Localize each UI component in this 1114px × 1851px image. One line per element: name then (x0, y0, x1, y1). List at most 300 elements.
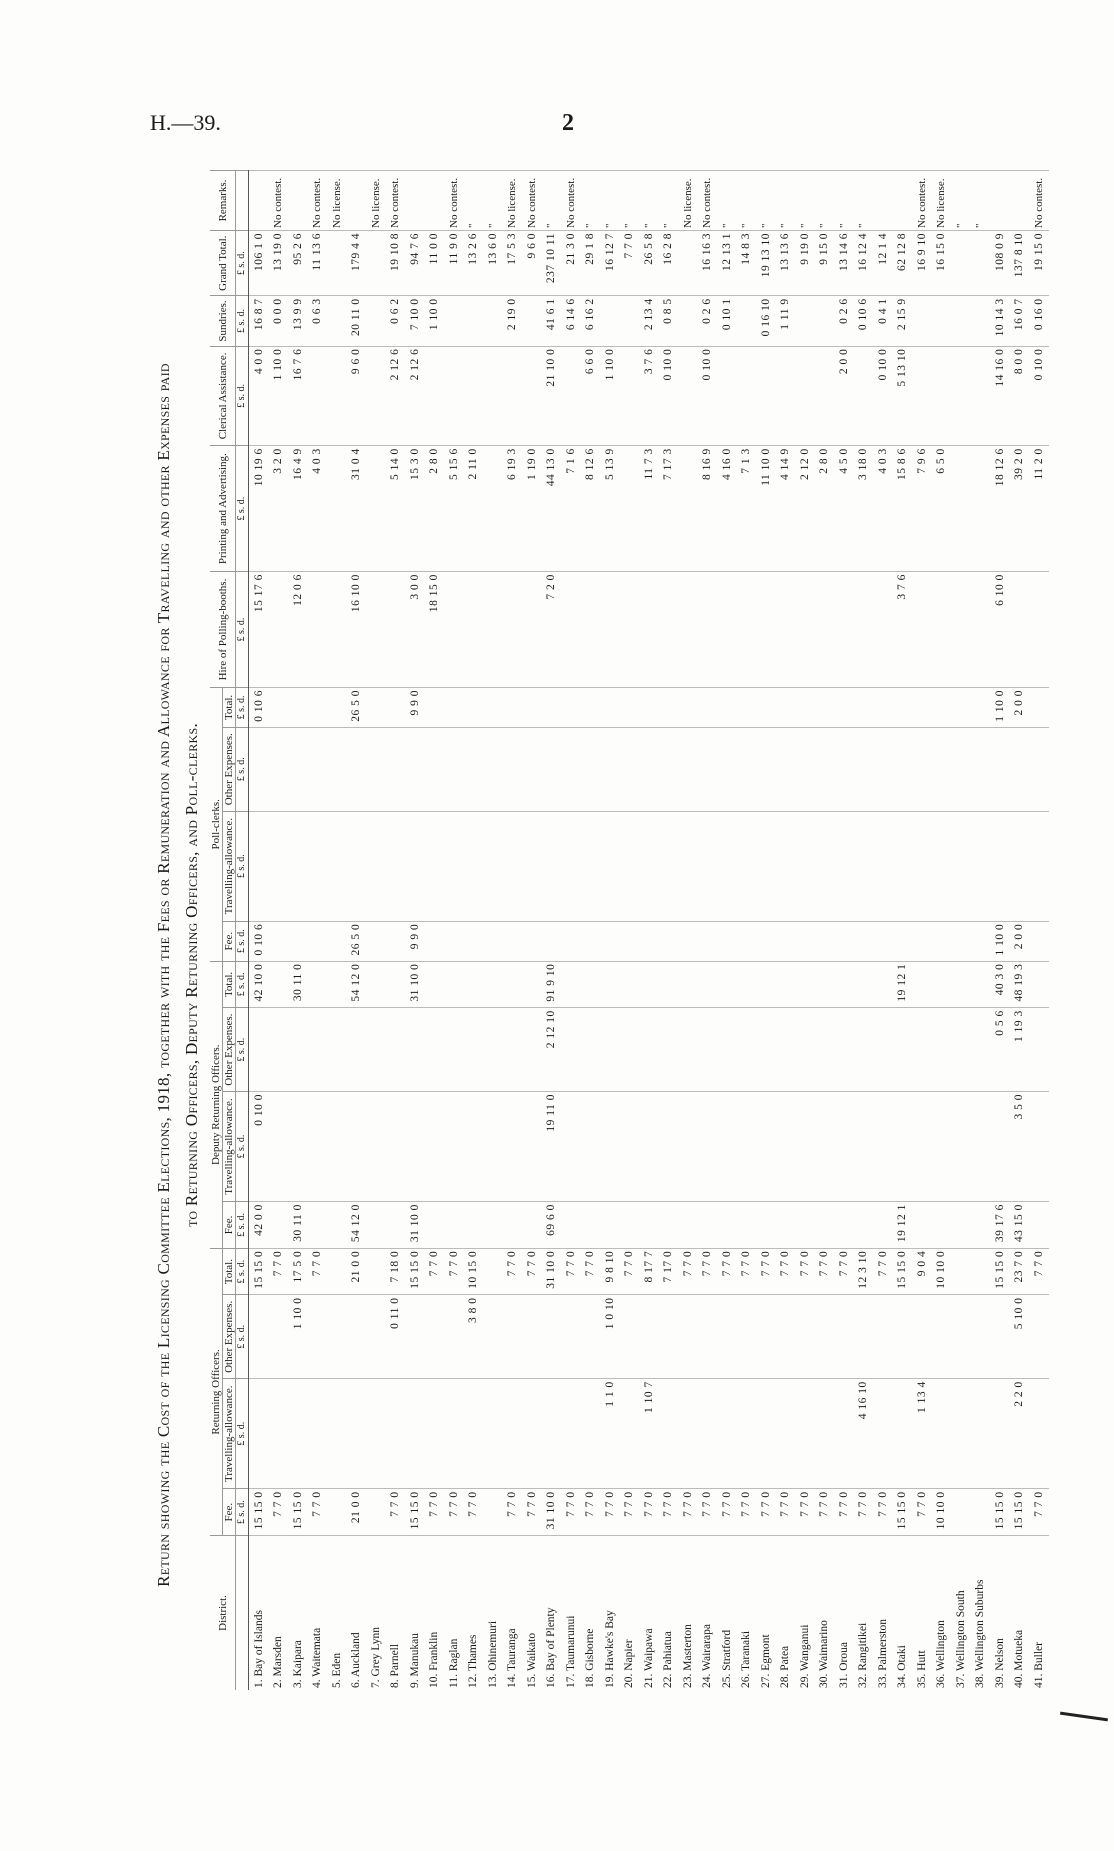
amount-cell-ro-tr (776, 1379, 796, 1489)
amount-cell-dro-tot (483, 961, 503, 1008)
district-name: Palmerston (876, 1619, 889, 1671)
amount-cell-pc-oth (737, 727, 757, 811)
district-name: Taumarunui (564, 1615, 577, 1671)
district-cell (327, 1536, 347, 1691)
amount-cell-ro-tot: 12 3 10 (854, 1248, 874, 1295)
table-row (1029, 171, 1049, 1691)
remarks-cell: " (542, 171, 562, 231)
amount-cell-print: 3 2 0 (269, 446, 289, 572)
district-name: Bay of Plenty (545, 1607, 558, 1671)
amount-cell-pc-tot (971, 687, 991, 727)
amount-cell-pc-oth (990, 727, 1010, 811)
amount-cell-pc-tot (873, 687, 893, 727)
amount-cell-dro-oth (776, 1008, 796, 1092)
amount-cell-ro-oth (659, 1295, 679, 1379)
units-label: £ s. d. (236, 1379, 249, 1489)
rotated-table-page (150, 150, 1045, 1800)
district-name: Wellington South (954, 1590, 967, 1671)
amount-cell-pc-tr (542, 811, 562, 921)
amount-cell-ro-tot: 7 7 0 (269, 1248, 289, 1295)
amount-cell-dro-tot (425, 961, 445, 1008)
table-row (1010, 171, 1030, 1691)
units-spacer (236, 1536, 249, 1691)
amount-cell-hire (639, 572, 659, 688)
amount-cell-pc-fee (327, 921, 347, 961)
amount-cell-ro-fee: 7 7 0 (717, 1489, 737, 1536)
amount-cell-dro-fee (386, 1202, 406, 1249)
district-number: 4. (311, 1679, 324, 1688)
district-name: Gisborne (584, 1628, 597, 1671)
amount-cell-print: 5 15 6 (444, 446, 464, 572)
amount-cell-sund (795, 296, 815, 346)
amount-cell-ro-oth: 3 8 0 (464, 1295, 484, 1379)
page-number: 2 (562, 110, 574, 136)
amount-cell-cler: 3 7 6 (639, 346, 659, 446)
amount-cell-dro-tot (698, 961, 718, 1008)
amount-cell-ro-fee: 7 7 0 (503, 1489, 523, 1536)
amount-cell-sund (737, 296, 757, 346)
amount-cell-pc-tot (912, 687, 932, 727)
amount-cell-pc-tr (581, 811, 601, 921)
amount-cell-ro-oth (561, 1295, 581, 1379)
amount-cell-pc-tr (951, 811, 971, 921)
table-row (990, 171, 1010, 1691)
amount-cell-pc-tr (405, 811, 425, 921)
amount-cell-dro-fee (444, 1202, 464, 1249)
district-name: Auckland (350, 1632, 363, 1678)
amount-cell-dro-fee (834, 1202, 854, 1249)
amount-cell-ro-tot: 7 18 0 (386, 1248, 406, 1295)
district-cell (639, 1536, 659, 1691)
table-row (912, 171, 932, 1691)
amount-cell-print: 11 7 3 (639, 446, 659, 572)
amount-cell-ro-tot: 21 0 0 (347, 1248, 367, 1295)
amount-cell-dro-tr (288, 1091, 308, 1201)
expenses-table (210, 170, 1049, 1690)
amount-cell-pc-tr (1029, 811, 1049, 921)
amount-cell-pc-fee (600, 921, 620, 961)
amount-cell-print: 44 13 0 (542, 446, 562, 572)
amount-cell-ro-tot: 15 15 0 (893, 1248, 913, 1295)
district-number: 31. (837, 1673, 850, 1688)
amount-cell-ro-oth: 1 10 0 (288, 1295, 308, 1379)
amount-cell-grand: 13 19 0 (269, 230, 289, 295)
amount-cell-pc-fee (581, 921, 601, 961)
units-label: £ s. d. (236, 727, 249, 811)
remarks-cell: " (620, 171, 640, 231)
amount-cell-dro-tr (269, 1091, 289, 1201)
district-cell (620, 1536, 640, 1691)
remarks-cell: " (815, 171, 835, 231)
amount-cell-ro-tr (620, 1379, 640, 1489)
district-number: 40. (1013, 1673, 1026, 1688)
amount-cell-ro-tr (405, 1379, 425, 1489)
amount-cell-grand: 137 8 10 (1010, 230, 1030, 295)
district-name: Otaki (896, 1645, 909, 1671)
amount-cell-dro-tot (561, 961, 581, 1008)
amount-cell-pc-tot (893, 687, 913, 727)
district-cell (269, 1536, 289, 1691)
table-row (932, 171, 952, 1691)
amount-cell-print (620, 446, 640, 572)
district-number: 35. (915, 1673, 928, 1688)
amount-cell-dro-tr (932, 1091, 952, 1201)
amount-cell-pc-oth (347, 727, 367, 811)
amount-cell-cler (464, 346, 484, 446)
district-number: 41. (1032, 1673, 1045, 1688)
amount-cell-ro-oth (1029, 1295, 1049, 1379)
district-cell (1010, 1536, 1030, 1691)
district-number: 21. (642, 1673, 655, 1688)
district-number: 23. (681, 1673, 694, 1688)
amount-cell-ro-oth (932, 1295, 952, 1379)
amount-cell-dro-oth (1029, 1008, 1049, 1092)
district-cell (249, 1536, 269, 1691)
amount-cell-pc-tr (795, 811, 815, 921)
amount-cell-dro-tr (386, 1091, 406, 1201)
amount-cell-dro-oth (386, 1008, 406, 1092)
amount-cell-pc-tot (659, 687, 679, 727)
amount-cell-ro-fee: 7 7 0 (561, 1489, 581, 1536)
district-name: Oroua (837, 1642, 850, 1671)
amount-cell-ro-tot: 23 7 0 (1010, 1248, 1030, 1295)
amount-cell-dro-oth (269, 1008, 289, 1092)
amount-cell-pc-tr (678, 811, 698, 921)
amount-cell-grand: 13 14 6 (834, 230, 854, 295)
amount-cell-grand: 62 12 8 (893, 230, 913, 295)
district-cell (347, 1536, 367, 1691)
amount-cell-pc-tot (932, 687, 952, 727)
col-clerical: Clerical Assistance. (210, 346, 236, 446)
amount-cell-pc-oth (815, 727, 835, 811)
document-code: H.—39. (150, 110, 221, 135)
amount-cell-pc-oth (483, 727, 503, 811)
amount-cell-pc-tot (542, 687, 562, 727)
amount-cell-print (483, 446, 503, 572)
amount-cell-dro-oth: 2 12 10 (542, 1008, 562, 1092)
amount-cell-pc-tot (951, 687, 971, 727)
amount-cell-dro-oth (932, 1008, 952, 1092)
district-number: 29. (798, 1673, 811, 1688)
amount-cell-pc-tot (698, 687, 718, 727)
remarks-cell: " (795, 171, 815, 231)
amount-cell-dro-tot (776, 961, 796, 1008)
amount-cell-ro-tr (503, 1379, 523, 1489)
amount-cell-hire (659, 572, 679, 688)
col-remarks: Remarks. (210, 171, 236, 231)
amount-cell-ro-oth (620, 1295, 640, 1379)
amount-cell-sund: 0 4 1 (873, 296, 893, 346)
district-name: Waitemata (311, 1627, 324, 1677)
amount-cell-dro-tr (464, 1091, 484, 1201)
amount-cell-pc-tr (659, 811, 679, 921)
district-cell (854, 1536, 874, 1691)
amount-cell-pc-tr (873, 811, 893, 921)
table-row (464, 171, 484, 1691)
amount-cell-ro-fee: 7 7 0 (600, 1489, 620, 1536)
amount-cell-pc-fee (542, 921, 562, 961)
col-ro-travelling: Travelling-allowance. (223, 1379, 236, 1489)
amount-cell-grand: 13 13 6 (776, 230, 796, 295)
amount-cell-print: 5 13 9 (600, 446, 620, 572)
col-pc-fee: Fee. (223, 921, 236, 961)
amount-cell-ro-fee: 7 7 0 (639, 1489, 659, 1536)
district-number: 39. (993, 1673, 1006, 1688)
amount-cell-dro-tot (795, 961, 815, 1008)
amount-cell-pc-tr (854, 811, 874, 921)
amount-cell-grand: 16 16 3 (698, 230, 718, 295)
amount-cell-pc-fee (425, 921, 445, 961)
table-row (269, 171, 289, 1691)
table-row (503, 171, 523, 1691)
amount-cell-hire (366, 572, 386, 688)
table-row (249, 171, 269, 1691)
district-name: Motueka (1013, 1629, 1026, 1671)
amount-cell-ro-oth (854, 1295, 874, 1379)
amount-cell-ro-oth (815, 1295, 835, 1379)
amount-cell-pc-oth (522, 727, 542, 811)
amount-cell-ro-tot: 7 7 0 (795, 1248, 815, 1295)
amount-cell-dro-oth: 0 5 6 (990, 1008, 1010, 1092)
amount-cell-dro-tr (425, 1091, 445, 1201)
amount-cell-ro-tot: 7 7 0 (756, 1248, 776, 1295)
amount-cell-hire (386, 572, 406, 688)
district-cell (678, 1536, 698, 1691)
amount-cell-hire (620, 572, 640, 688)
district-cell (600, 1536, 620, 1691)
amount-cell-print (366, 446, 386, 572)
amount-cell-print: 2 8 0 (425, 446, 445, 572)
table-row (444, 171, 464, 1691)
amount-cell-sund (971, 296, 991, 346)
amount-cell-print: 2 11 0 (464, 446, 484, 572)
district-cell (815, 1536, 835, 1691)
amount-cell-ro-oth (308, 1295, 328, 1379)
amount-cell-grand: 16 9 10 (912, 230, 932, 295)
table-row (639, 171, 659, 1691)
amount-cell-ro-tr (756, 1379, 776, 1489)
amount-cell-cler: 1 10 0 (269, 346, 289, 446)
amount-cell-dro-oth (873, 1008, 893, 1092)
district-cell (561, 1536, 581, 1691)
district-cell (912, 1536, 932, 1691)
amount-cell-sund (951, 296, 971, 346)
remarks-cell: " (483, 171, 503, 231)
table-row (756, 171, 776, 1691)
amount-cell-pc-tr (990, 811, 1010, 921)
amount-cell-pc-tr (561, 811, 581, 921)
amount-cell-ro-oth (405, 1295, 425, 1379)
district-number: 17. (564, 1673, 577, 1688)
amount-cell-dro-tot: 40 3 0 (990, 961, 1010, 1008)
amount-cell-print: 5 14 0 (386, 446, 406, 572)
district-name: Patea (779, 1645, 792, 1671)
table-row (425, 171, 445, 1691)
amount-cell-sund: 6 16 2 (581, 296, 601, 346)
amount-cell-pc-tot (620, 687, 640, 727)
amount-cell-ro-tot: 7 7 0 (308, 1248, 328, 1295)
district-name: Napier (623, 1639, 636, 1671)
amount-cell-dro-oth (951, 1008, 971, 1092)
amount-cell-dro-oth (405, 1008, 425, 1092)
district-name: Waimarino (818, 1620, 831, 1671)
amount-cell-dro-oth (483, 1008, 503, 1092)
amount-cell-hire (795, 572, 815, 688)
amount-cell-dro-tr (639, 1091, 659, 1201)
amount-cell-sund: 0 0 0 (269, 296, 289, 346)
amount-cell-dro-oth (620, 1008, 640, 1092)
amount-cell-pc-tr (1010, 811, 1030, 921)
amount-cell-grand (678, 230, 698, 295)
amount-cell-ro-fee: 7 7 0 (425, 1489, 445, 1536)
amount-cell-pc-oth (1029, 727, 1049, 811)
amount-cell-sund: 2 15 9 (893, 296, 913, 346)
remarks-cell: No contest. (444, 171, 464, 231)
amount-cell-dro-fee: 42 0 0 (249, 1202, 269, 1249)
amount-cell-ro-oth (756, 1295, 776, 1379)
district-name: Hawke's Bay (603, 1610, 616, 1671)
amount-cell-pc-oth (854, 727, 874, 811)
amount-cell-dro-tr: 3 5 0 (1010, 1091, 1030, 1201)
amount-cell-dro-tot (815, 961, 835, 1008)
remarks-cell: " (581, 171, 601, 231)
remarks-cell: " (600, 171, 620, 231)
amount-cell-ro-fee: 7 7 0 (756, 1489, 776, 1536)
amount-cell-pc-oth (873, 727, 893, 811)
district-cell (737, 1536, 757, 1691)
amount-cell-dro-tr (990, 1091, 1010, 1201)
amount-cell-pc-fee (951, 921, 971, 961)
amount-cell-ro-oth: 5 10 0 (1010, 1295, 1030, 1379)
table-row (717, 171, 737, 1691)
amount-cell-dro-tr (620, 1091, 640, 1201)
units-label: £ s. d. (236, 296, 249, 346)
amount-cell-pc-tr (503, 811, 523, 921)
amount-cell-ro-oth (912, 1295, 932, 1379)
amount-cell-ro-oth (483, 1295, 503, 1379)
amount-cell-cler (717, 346, 737, 446)
district-name: Stratford (720, 1629, 733, 1671)
amount-cell-grand: 11 13 6 (308, 230, 328, 295)
amount-cell-pc-oth (249, 727, 269, 811)
amount-cell-dro-tr (756, 1091, 776, 1201)
amount-cell-ro-tr (873, 1379, 893, 1489)
amount-cell-dro-oth (659, 1008, 679, 1092)
amount-cell-ro-fee: 7 7 0 (737, 1489, 757, 1536)
remarks-cell (990, 171, 1010, 231)
amount-cell-print: 6 19 3 (503, 446, 523, 572)
district-cell (795, 1536, 815, 1691)
district-cell (893, 1536, 913, 1691)
title-line-1: Return showing the Cost of the Licensing Committee Elections, 1918, together with the Fees or Remuneration and Allowance for Travelling and other Expenses paid (154, 363, 173, 1587)
amount-cell-dro-oth (756, 1008, 776, 1092)
amount-cell-print: 31 0 4 (347, 446, 367, 572)
amount-cell-ro-fee: 7 7 0 (386, 1489, 406, 1536)
remarks-cell: No contest. (269, 171, 289, 231)
table-row (854, 171, 874, 1691)
amount-cell-pc-tr (971, 811, 991, 921)
district-cell (444, 1536, 464, 1691)
amount-cell-ro-fee: 7 7 0 (581, 1489, 601, 1536)
amount-cell-cler (620, 346, 640, 446)
amount-cell-sund: 1 11 9 (776, 296, 796, 346)
amount-cell-grand: 9 6 0 (522, 230, 542, 295)
amount-cell-pc-tot: 0 10 6 (249, 687, 269, 727)
amount-cell-ro-fee: 21 0 0 (347, 1489, 367, 1536)
district-name: Marsden (272, 1636, 285, 1677)
amount-cell-sund: 0 6 3 (308, 296, 328, 346)
amount-cell-ro-tr (464, 1379, 484, 1489)
district-number: 34. (896, 1673, 909, 1688)
amount-cell-pc-fee (659, 921, 679, 961)
amount-cell-dro-fee (678, 1202, 698, 1249)
amount-cell-dro-tot (600, 961, 620, 1008)
amount-cell-dro-fee: 43 15 0 (1010, 1202, 1030, 1249)
district-cell (386, 1536, 406, 1691)
group-returning-officers: Returning Officers. (210, 1248, 223, 1535)
amount-cell-ro-tot: 7 7 0 (834, 1248, 854, 1295)
amount-cell-dro-oth (327, 1008, 347, 1092)
amount-cell-ro-tr: 4 16 10 (854, 1379, 874, 1489)
amount-cell-pc-tot (815, 687, 835, 727)
amount-cell-ro-tr (717, 1379, 737, 1489)
district-number: 15. (525, 1673, 538, 1688)
amount-cell-ro-fee: 7 7 0 (776, 1489, 796, 1536)
amount-cell-dro-tot (737, 961, 757, 1008)
district-cell (990, 1536, 1010, 1691)
amount-cell-pc-fee (756, 921, 776, 961)
amount-cell-grand: 13 2 6 (464, 230, 484, 295)
amount-cell-ro-oth (990, 1295, 1010, 1379)
remarks-cell (405, 171, 425, 231)
amount-cell-pc-tot (854, 687, 874, 727)
amount-cell-dro-tr (951, 1091, 971, 1201)
group-poll-clerks: Poll-clerks. (210, 687, 223, 961)
district-name: Wanganui (798, 1624, 811, 1671)
amount-cell-print (327, 446, 347, 572)
amount-cell-ro-tr (834, 1379, 854, 1489)
amount-cell-ro-fee: 15 15 0 (990, 1489, 1010, 1536)
amount-cell-dro-oth (444, 1008, 464, 1092)
amount-cell-dro-fee (425, 1202, 445, 1249)
amount-cell-pc-tr (386, 811, 406, 921)
amount-cell-dro-tr: 0 10 0 (249, 1091, 269, 1201)
amount-cell-grand (951, 230, 971, 295)
amount-cell-pc-fee (776, 921, 796, 961)
amount-cell-dro-tot: 54 12 0 (347, 961, 367, 1008)
amount-cell-dro-tot (854, 961, 874, 1008)
amount-cell-cler (756, 346, 776, 446)
amount-cell-print: 4 0 3 (873, 446, 893, 572)
amount-cell-hire (503, 572, 523, 688)
amount-cell-sund: 20 11 0 (347, 296, 367, 346)
amount-cell-pc-oth (639, 727, 659, 811)
amount-cell-dro-tr (600, 1091, 620, 1201)
amount-cell-cler: 9 6 0 (347, 346, 367, 446)
remarks-cell: No contest. (561, 171, 581, 231)
amount-cell-sund: 16 8 7 (249, 296, 269, 346)
amount-cell-ro-oth (581, 1295, 601, 1379)
amount-cell-ro-fee: 7 7 0 (659, 1489, 679, 1536)
table-row (405, 171, 425, 1691)
amount-cell-ro-fee: 7 7 0 (269, 1489, 289, 1536)
amount-cell-dro-oth (795, 1008, 815, 1092)
district-name: Wairarapa (701, 1623, 714, 1671)
amount-cell-pc-tr (756, 811, 776, 921)
amount-cell-pc-tr (717, 811, 737, 921)
amount-cell-dro-tr (698, 1091, 718, 1201)
district-cell (483, 1536, 503, 1691)
